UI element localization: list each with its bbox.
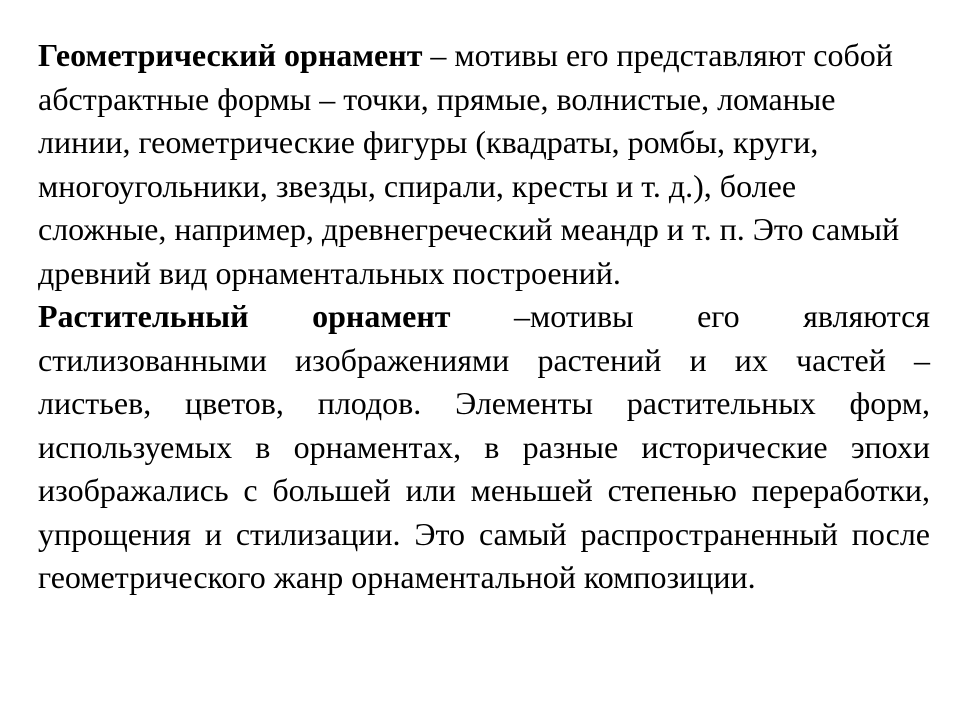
paragraph-plant-ornament	[38, 295, 930, 600]
definition-geometric-ornament: – мотивы его представляют собой абстрактные формы – точки, прямые, волнистые, ломаные линии, геометрические фигуры (квадраты, ромбы, круги, многоугольники, звезды, спирали, кресты и т. д.), более сложные, например, древнегреческий меандр и т. п. Это самый древний вид орнаментальных построений.	[38, 37, 900, 291]
term-geometric-ornament: Геометрический орнамент	[38, 37, 423, 73]
term-plant-ornament: Растительный орнамент	[38, 298, 451, 334]
paragraph-geometric-ornament	[38, 34, 930, 295]
definition-plant-ornament: –мотивы его являются стилизованными изображениями растений и их частей – листьев, цветов, плодов. Элементы растительных форм, используемых в орнаментах, в разные исторические эпохи изображались с большей или меньшей степенью переработки, упрощения и стилизации. Это самый распространенный после геометрического жанр орнаментальной композиции.	[38, 298, 931, 595]
